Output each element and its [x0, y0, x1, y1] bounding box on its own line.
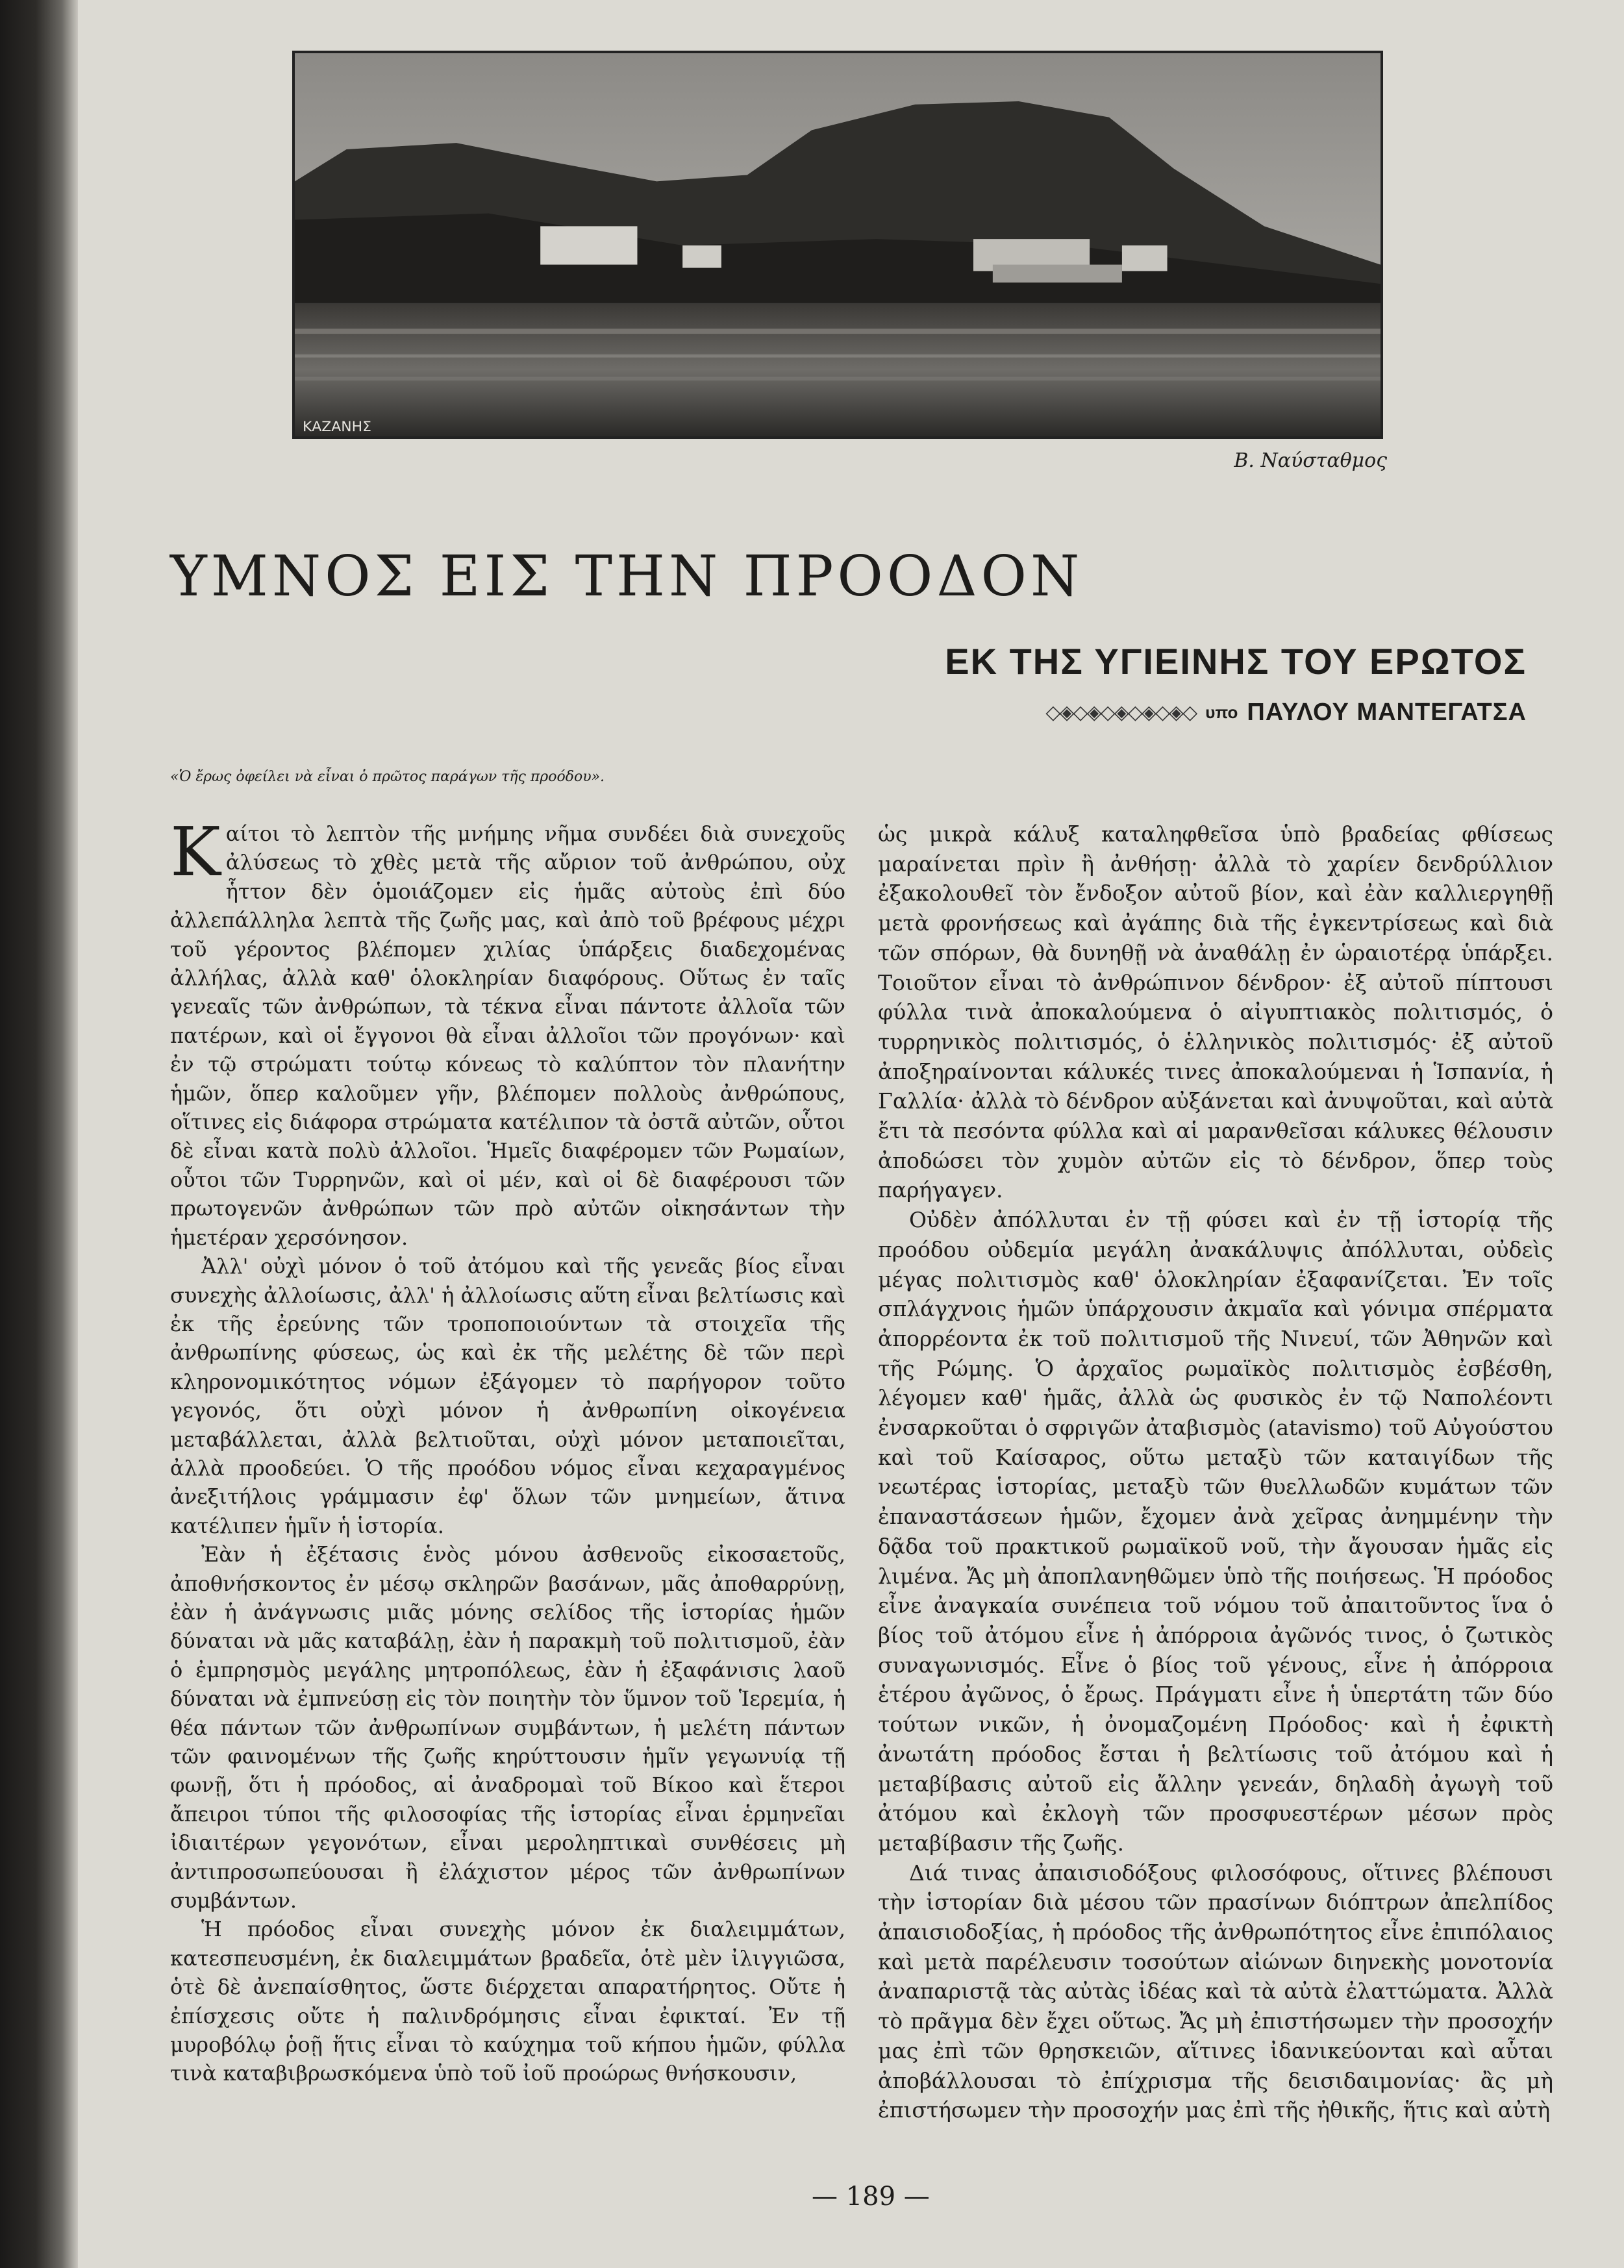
epigraph: «Ὁ ἔρως ὀφείλει νὰ εἶναι ὁ πρῶτος παράγων τῆς προόδου».	[170, 769, 605, 785]
ornament-icon: ◇◈◇◈◇◈◇◈◇◈◇	[1045, 702, 1197, 723]
paragraph: Ἡ πρόοδος εἶναι συνεχὴς μόνον ἐκ διαλειμμάτων, κατεσπευσμένη, ἐκ διαλειμμάτων βραδεῖα, ὁτὲ μὲν ἰλιγγιῶσα, ὁτὲ δὲ ἀνεπαίσθητος, ὥστε διέρχεται απαρατήρητος. Οὔτε ἡ ἐπίσχεσις οὔτε ἡ παλινδρόμησις εἶναι ἐφικταί. Ἐν τῇ μυροβόλῳ ῥοῇ ἥτις εἶναι τὸ καύχημα τοῦ κήπου ἡμῶν, φύλλα τινὰ καταβιβρωσκόμενα ὑπὸ τοῦ ἰοῦ προώρως θνήσκουσιν,	[170, 1917, 845, 2086]
photo-caption: Β. Ναύσταθμος	[1234, 449, 1387, 472]
right-column	[878, 819, 1553, 2125]
paragraph: Ἐὰν ἡ ἐξέτασις ἑνὸς μόνου ἀσθενοῦς εἰκοσαετοῦς, ἀποθνήσκοντος ἐν μέσῳ σκληρῶν βασάνων, μᾶς ἀποθαρρύνῃ, ἐὰν ἡ ἀνάγνωσις μιᾶς μόνης σελίδος τῆς ἱστορίας ἡμῶν δύναται νὰ μᾶς καταβάλῃ, ἐὰν ἡ παρακμὴ τοῦ πολιτισμοῦ, ἐὰν ὁ ἐμπρησμὸς μεγάλης μητροπόλεως, ἐὰν ἡ ἐξαφάνισις λαοῦ δύναται νὰ ἐμπνεύσῃ εἰς τὸν ποιητὴν τὸν ὕμνον τοῦ Ἱερεμία, ἡ θέα πάντων τῶν ἀνθρωπίνων συμβάντων, ἡ μελέτη πάντων τῶν φαινομένων τῆς ζωῆς κηρύττουσιν ἡμῖν γεγωνυίᾳ τῇ φωνῇ, ὅτι ἡ πρόοδος, αἱ ἀναδρομαὶ τοῦ Βίκοο καὶ ἕτεροι ἄπειροι τύποι τῆς φιλοσοφίας τῆς ἱστορίας εἶναι ἑρμηνεῖαι ἰδιαιτέρων γεγονότων, εἶναι μεροληπτικαὶ συνθέσεις μὴ ἀντιπροσωπεύουσαι ἢ ἐλάχιστον μέρος τῶν ἀνθρωπίνων συμβάντων.	[170, 1542, 845, 1913]
paragraph-text: αίτοι τὸ λεπτὸν τῆς μνήμης νῆμα συνδέει διὰ συνεχοῦς ἀλύσεως τὸ χθὲς μετὰ τῆς αὔριον τοῦ ἀνθρώπου, οὐχ ἧττον δὲν ὁμοιάζομεν εἰς ἡμᾶς αὐτοὺς ἐπὶ δύο ἀλλεπάλληλα λεπτὰ τῆς ζωῆς μας, καὶ ἀπὸ τοῦ βρέφους μέχρι τοῦ γέροντος βλέπομεν χιλίας ὑπάρξεις διαδεχομένας ἀλλήλας, ἀλλὰ καθ' ὁλοκληρίαν διαφόρους. Οὕτως ἐν ταῖς γενεαῖς τῶν ἀνθρώπων, τὰ τέκνα εἶναι πάντοτε ἀλλοῖα τῶν πατέρων, καὶ οἱ ἔγγονοι θὰ εἶναι ἀλλοῖοι τῶν προγόνων· καὶ ἐν τῷ στρώματι τούτῳ κόνεως τὸ καλύπτον τὸν πλανήτην ἡμῶν, ὅπερ καλοῦμεν γῆν, βλέπομεν πολλοὺς ἀνθρώπους, οἵτινες εἰς διάφορα στρώματα κατέλιπον τὰ ὀστᾶ αὐτῶν, οὗτοι δὲ εἶναι κατὰ πολὺ ἀλλοῖοι. Ἡμεῖς διαφέρομεν τῶν Ρωμαίων, οὗτοι τῶν Τυρρηνῶν, καὶ οἱ μέν, καὶ οἱ δὲ διαφέρουσι τῶν πρωτογενῶν ἀνθρώπων τῶν πρὸ αὐτῶν οἰκησάντων τὴν ἡμετέραν χερσόνησον.	[170, 821, 845, 1250]
author-name: ΠΑΥΛΟΥ ΜΑΝΤΕΓΑΤΣΑ	[1247, 699, 1527, 726]
author-prefix: υπο	[1205, 703, 1238, 722]
left-column	[170, 812, 845, 2088]
paragraph: Οὐδὲν ἀπόλλυται ἐν τῇ φύσει καὶ ἐν τῇ ἱστορίᾳ τῆς προόδου οὐδεμία μεγάλη ἀνακάλυψις ἀπόλλυται, οὐδεὶς μέγας πολιτισμὸς καθ' ὁλοκληρίαν ἐξαφανίζεται. Ἐν τοῖς σπλάγχνοις ἡμῶν ὑπάρχουσιν ἀκμαῖα καὶ γόνιμα σπέρματα ἀπορρέοντα ἐκ τοῦ πολιτισμοῦ τῆς Νινευί, τῶν Ἀθηνῶν καὶ τῆς Ρώμης. Ὁ ἀρχαῖος ρωμαϊκὸς πολιτισμὸς ἐσβέσθη, λέγομεν καθ' ἡμᾶς, ἀλλὰ ὡς φυσικὸς ἐν τῷ Ναπολέοντι ἐνσαρκοῦται ὁ σφριγῶν ἀταβισμὸς (atavismo) τοῦ Αὐγούστου καὶ τοῦ Καίσαρος, οὕτω μεταξὺ τῶν καταιγίδων τῆς νεωτέρας ἱστορίας, μεταξὺ τῶν θυελλωδῶν κυμάτων τῶν ἐπαναστάσεων ἡμῶν, ἔχομεν ἀνὰ χεῖρας ἀνημμένην τὴν δᾷδα τοῦ πρακτικοῦ ρωμαϊκοῦ νοῦ, τὴν ἄγουσαν ἡμᾶς εἰς λιμένα. Ἄς μὴ ἀποπλανηθῶμεν ὑπὸ τῆς ποιήσεως. Ἡ πρόοδος εἶνε ἀναγκαία συνέπεια τοῦ νόμου τοῦ ἀπαιτοῦντος ἵνα ὁ βίος τοῦ ἀτόμου εἶνε ἡ ἀπόρροια ἀγῶνός τινος, ὁ ζωτικὸς συναγωνισμός. Εἶνε ὁ βίος τοῦ γένους, εἶνε ἡ ἀπόρροια ἑτέρου ἀγῶνος, ὁ ἔρως. Πράγματι εἶνε ἡ ὑπερτάτη τῶν δύο τούτων νικῶν, ἡ ὀνομαζομένη Πρόοδος· καὶ ἡ ἐφικτὴ ἀνωτάτη πρόοδος ἔσται ἡ βελτίωσις τοῦ ἀτόμου καὶ ἡ μεταβίβασις αὐτοῦ εἰς ἄλλην γενεάν, δηλαδὴ ἀγωγὴ τοῦ ἀτόμου καὶ ἐκλογὴ τῶν προσφυεστέρων μέσων πρὸς μεταβίβασιν τῆς ζωῆς.	[878, 1207, 1553, 1856]
author-line	[1045, 699, 1527, 727]
photographer-signature: ΚΑΖΑΝΗΣ	[302, 419, 371, 436]
harbor-photo-image	[295, 53, 1380, 436]
article-subtitle: ΕΚ ΤΗΣ ΥΓΙΕΙΝΗΣ ΤΟΥ ΕΡΩΤΟΣ	[945, 641, 1527, 682]
paragraph: Ἀλλ' οὐχὶ μόνον ὁ τοῦ ἀτόμου καὶ τῆς γενεᾶς βίος εἶναι συνεχὴς ἀλλοίωσις, ἀλλ' ἡ ἀλλοίωσις αὕτη εἶναι βελτίωσις καὶ ἐκ τῆς ἐρεύνης τῶν τροποποιούντων τὰ στοιχεῖα τῆς ἀνθρωπίνης φύσεως, ὡς καὶ ἐκ τῆς μελέτης δὲ τῶν περὶ κληρονομικότητος νόμων ἐξάγομεν τὸ παρήγορον τοῦτο γεγονός, ὅτι οὐχὶ μόνον ἡ ἀνθρωπίνη οἰκογένεια μεταβάλλεται, ἀλλὰ βελτιοῦται, οὐχὶ μόνον μεταποιεῖται, ἀλλὰ προοδεύει. Ὁ τῆς προόδου νόμος εἶναι κεχαραγμένος ἀνεξιτήλοις γράμμασιν ἐφ' ὅλων τῶν μνημείων, ἅτινα κατέλιπεν ἡμῖν ἡ ἱστορία.	[170, 1254, 845, 1538]
paragraph: ὡς μικρὰ κάλυξ καταληφθεῖσα ὑπὸ βραδείας φθίσεως μαραίνεται πρὶν ἢ ἀνθήσῃ· ἀλλὰ τὸ χαρίεν δενδρύλλιον ἐξακολουθεῖ τὸν ἔνδοξον αὐτοῦ βίον, καὶ ἐὰν καλλιεργηθῇ μετὰ φρονήσεως καὶ ἀγάπης διὰ τῆς ἐγκεντρίσεως καὶ διὰ τῶν σπόρων, θὰ δυνηθῇ νὰ ἀναθάλῃ ἐν ὡραιοτέρᾳ ὑπάρξει. Τοιοῦτον εἶναι τὸ ἀνθρώπινον δένδρον· ἐξ αὐτοῦ πίπτουσι φύλλα τινὰ ἀποκαλούμενα ὁ αἰγυπτιακὸς πολιτισμός, ὁ τυρρηνικὸς πολιτισμός, ὁ ἑλληνικὸς πολιτισμός· ἐξ αὐτοῦ ἀποξηραίνονται κάλυκές τινες ἀποκαλούμεναι ἡ Ἱσπανία, ἡ Γαλλία· ἀλλὰ τὸ δένδρον αὐξάνεται καὶ ἀνυψοῦται, καὶ αὐτὰ ἔτι τὰ πεσόντα φύλλα καὶ αἱ μαρανθεῖσαι κάλυκες θέλουσιν ἀποδώσει τὸν χυμὸν αὐτῶν εἰς τὸ δένδρον, ὅπερ τοὺς παρήγαγεν.	[878, 821, 1553, 1203]
binding-edge	[0, 0, 78, 2268]
paragraph: Διά τινας ἀπαισιοδόξους φιλοσόφους, οἵτινες βλέπουσι τὴν ἱστορίαν διὰ μέσου τῶν πρασίνων διόπτρων ἀπελπίδος ἀπαισιοδοξίας, ἡ πρόοδος τῆς ἀνθρωπότητος εἶνε ἐπιπόλαιος καὶ μετὰ παρέλευσιν τοσούτων αἰώνων διηνεκὴς μονοτονία ἀναπαριστᾷ τὰς αὐτὰς ἰδέας καὶ τὰ αὐτὰ ἐλαττώματα. Ἀλλὰ τὸ πρᾶγμα δὲν ἔχει οὕτως. Ἄς μὴ ἐπιστήσωμεν τὴν προσοχήν μας ἐπὶ τῶν θρησκειῶν, αἵτινες ἰδανικεύονται καὶ αὗται ἀποβάλλουσαι τὸ ἐπίχρισμα τῆς δεισιδαιμονίας· ἂς μὴ ἐπιστήσωμεν τὴν προσοχήν μας ἐπὶ τῆς ἠθικῆς, ἥτις καὶ αὐτὴ	[878, 1860, 1553, 2123]
paragraph	[170, 812, 845, 1252]
harbor-photograph	[292, 51, 1383, 439]
page-number: — 189 —	[812, 2182, 930, 2212]
drop-cap: Κ	[170, 812, 221, 891]
article-title: ΥΜΝΟΣ ΕΙΣ ΤΗΝ ΠΡΟΟΔΟΝ	[170, 544, 1084, 609]
